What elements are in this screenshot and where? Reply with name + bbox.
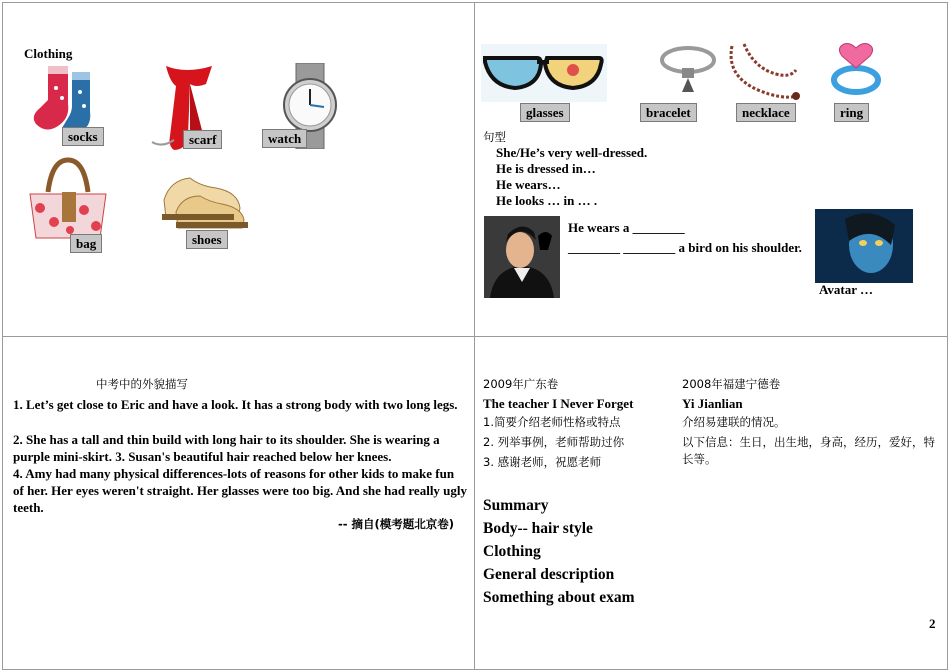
- exam-2009-point-2: 2. 列举事例，老师帮助过你: [483, 435, 625, 449]
- ring-label: ring: [834, 103, 869, 122]
- necklace-label: necklace: [736, 103, 796, 122]
- man-with-bird-photo: [484, 216, 560, 298]
- ring-image: [828, 42, 886, 98]
- exam-2008-year: 2008年福建宁德卷: [682, 377, 781, 391]
- glasses-label: glasses: [520, 103, 570, 122]
- summary-item-general: General description: [483, 566, 615, 583]
- avatar-caption: Avatar …: [819, 282, 874, 297]
- clothing-title: Clothing: [24, 46, 73, 61]
- example-1: 1. Let’s get close to Eric and have a look. It has a strong body with two long legs.: [13, 397, 458, 412]
- watch-label: watch: [262, 129, 307, 148]
- socks-label: socks: [62, 127, 104, 146]
- exam-2008-line-1: 介绍易建联的情况。: [682, 415, 786, 429]
- bracelet-label: bracelet: [640, 103, 697, 122]
- summary-item-summary: Summary: [483, 497, 549, 514]
- horizontal-divider: [2, 336, 947, 337]
- example-2: 2. She has a tall and thin build with long hair to its shoulder. She is wearing a purple mini-skirt. 3. Susan's beautiful hair reached below her knees.: [13, 432, 440, 464]
- summary-item-body: Body-- hair style: [483, 520, 593, 537]
- pattern-3: He wears…: [496, 177, 561, 192]
- pattern-4: He looks … in … .: [496, 193, 598, 208]
- page-number: 2: [929, 616, 936, 631]
- scarf-label: scarf: [183, 130, 222, 149]
- necklace-image: [724, 40, 802, 102]
- shoes-label: shoes: [186, 230, 228, 249]
- exam-2009-year: 2009年广东卷: [483, 377, 559, 391]
- exam-2008-name: Yi Jianlian: [682, 396, 743, 411]
- avatar-photo: [815, 209, 913, 283]
- summary-item-clothing: Clothing: [483, 543, 541, 560]
- pattern-title: 句型: [483, 130, 506, 144]
- summary-item-exam: Something about exam: [483, 589, 635, 606]
- source-note: -- 摘自(模考题北京卷): [338, 517, 455, 531]
- blank-line-2: ________ ________ a bird on his shoulder.: [568, 240, 802, 255]
- bracelet-image: [658, 42, 718, 102]
- bag-image: [24, 156, 112, 242]
- pattern-1: She/He’s very well-dressed.: [496, 145, 648, 160]
- summary-list: [483, 494, 635, 609]
- bag-label: bag: [70, 234, 102, 253]
- blank-line-1: He wears a ________: [568, 220, 685, 235]
- exam-2009-point-3: 3. 感谢老师，祝愿老师: [483, 455, 602, 469]
- exam-description-title: 中考中的外貌描写: [96, 377, 188, 391]
- exam-2008-line-2: 以下信息：生日，出生地，身高，经历，爱好，特长等。: [682, 435, 935, 466]
- exam-2009-title: The teacher I Never Forget: [483, 396, 634, 411]
- pattern-2: He is dressed in…: [496, 161, 596, 176]
- exam-2009-point-1: 1.简要介绍老师性格或特点: [483, 415, 621, 429]
- example-3: 4. Amy had many physical differences-lots of reasons for other kids to make fun of her. Her eyes weren't straight. Her glasses were too big. And she had really ugly teeth.: [13, 466, 468, 515]
- glasses-image: [481, 44, 607, 102]
- shoes-image: [158, 170, 250, 230]
